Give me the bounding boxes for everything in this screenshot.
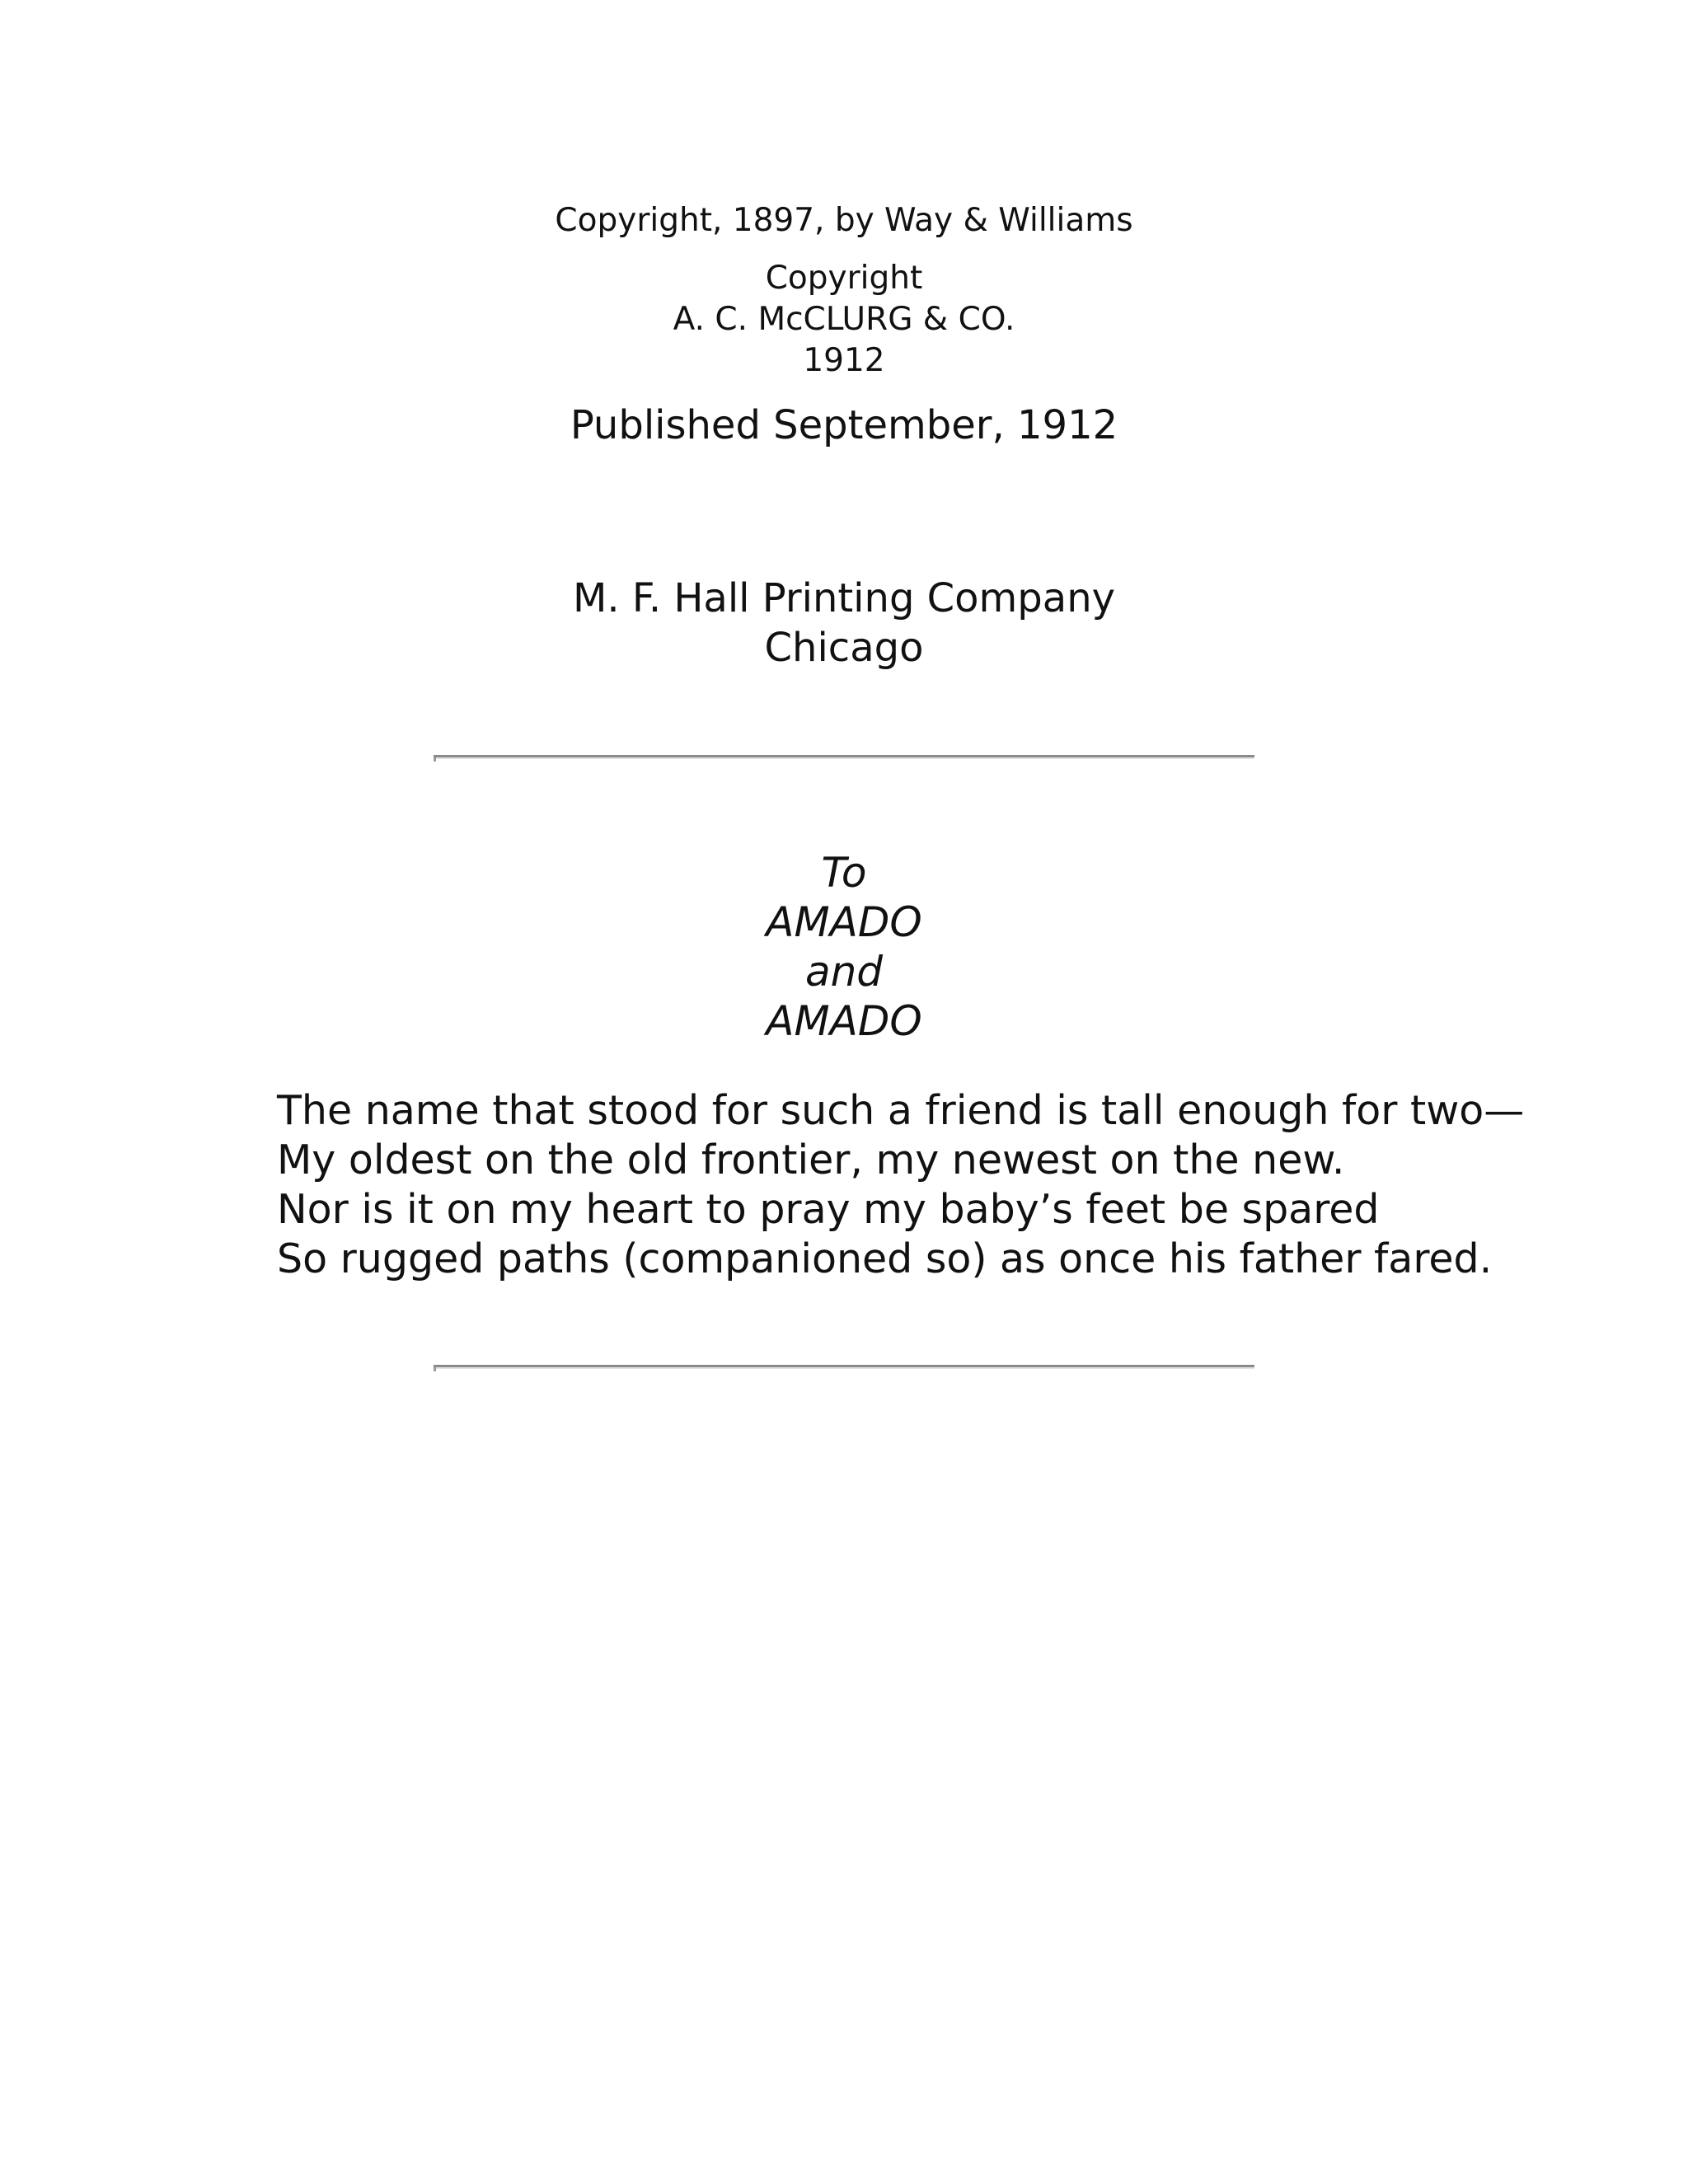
poem-line: Nor is it on my heart to pray my baby’s feet be spared <box>277 1186 1380 1233</box>
dedication-name-second: AMADO <box>766 997 922 1045</box>
printer-name: M. F. Hall Printing Company <box>572 575 1116 621</box>
dedication-and: and <box>804 948 884 996</box>
published-date: Published September, 1912 <box>570 402 1118 448</box>
top-divider <box>434 755 1254 759</box>
copyright-notice-1897: Copyright, 1897, by Way & Williams <box>555 202 1133 239</box>
poem-line: My oldest on the old frontier, my newest on the new. <box>277 1137 1345 1183</box>
dedication-to: To <box>821 849 867 897</box>
bottom-divider <box>434 1365 1254 1369</box>
copyright-year: 1912 <box>803 342 885 379</box>
copyright-label: Copyright <box>765 260 923 297</box>
dedication-poem <box>277 1086 1524 1284</box>
poem-line: So rugged paths (companioned so) as once his father fared. <box>277 1235 1493 1282</box>
printer-city: Chicago <box>764 625 924 671</box>
dedication-name-first: AMADO <box>766 898 922 946</box>
copyright-publisher: A. C. McCLURG & CO. <box>673 301 1015 338</box>
poem-line: The name that stood for such a friend is tall enough for two— <box>277 1087 1525 1134</box>
